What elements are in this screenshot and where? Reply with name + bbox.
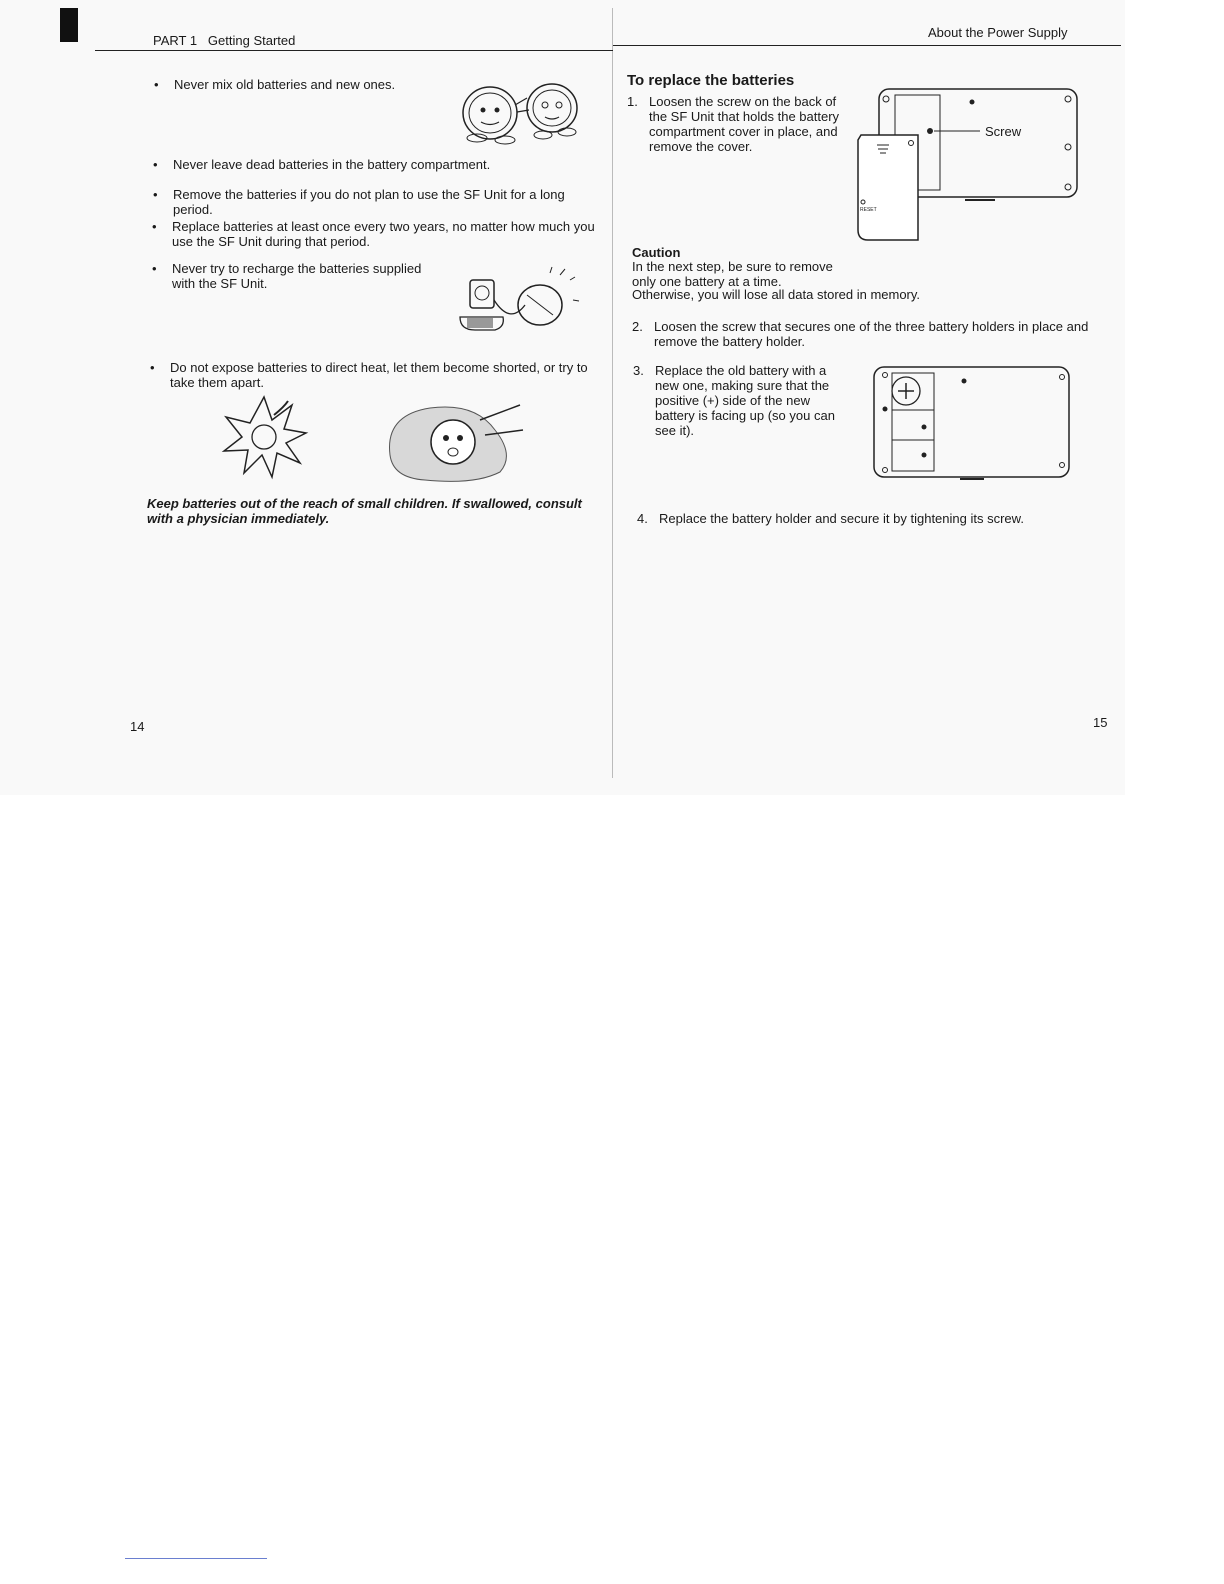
part-title: Getting Started: [207, 33, 296, 48]
step-2: [632, 319, 1089, 349]
header-right-title: About the Power Supply: [928, 25, 1068, 40]
bullet-mix-batteries: • Never mix old batteries and new ones.: [174, 77, 434, 92]
battery-replacement-figure: [872, 365, 1072, 483]
caution-title: Caution: [632, 245, 681, 260]
step-1: [627, 94, 847, 154]
header-left: [153, 33, 295, 48]
step-4: [637, 511, 1089, 526]
page-number-right: 15: [1093, 715, 1108, 730]
hot-battery-illustration: [385, 400, 525, 485]
recharge-illustration: [455, 265, 585, 335]
step-1-number: 1.: [627, 94, 638, 109]
screw-callout-label: Screw: [985, 124, 1022, 139]
section-title: To replace the batteries: [627, 72, 795, 89]
caution-text: In the next step, be sure to remove only one battery at a time.: [632, 259, 833, 289]
footer-rule: [125, 1558, 267, 1559]
step-3-text: Replace the old battery with a new one, making sure that the positive (+) side of the new battery is facing up (so you can see it).: [655, 363, 835, 438]
step-3: [633, 363, 848, 438]
step-4-number: 4.: [637, 511, 648, 526]
step-2-text: Loosen the screw that secures one of the three battery holders in place and remove the battery holder.: [654, 319, 1089, 349]
binding-mark: [60, 8, 78, 42]
battery-characters-illustration: [455, 80, 585, 145]
caution-text-2: Otherwise, you will lose all data stored in memory.: [632, 287, 921, 302]
bullet-no-recharge: • Never try to recharge the batteries supplied with the SF Unit.: [172, 261, 437, 291]
page-number-left: 14: [130, 719, 145, 734]
bullet-dead-batteries: • Never leave dead batteries in the battery compartment.: [173, 157, 603, 172]
step-4-text: Replace the battery holder and secure it by tightening its screw.: [659, 511, 1024, 526]
step-1-text: Loosen the screw on the back of the SF Unit that holds the battery compartment cover in place, and remove the cover.: [649, 94, 840, 154]
bullet-replace-two-years: • Replace batteries at least once every two years, no matter how much you use the SF Unit during that period.: [172, 219, 604, 249]
bullet-remove-batteries: • Remove the batteries if you do not plan to use the SF Unit for a long period.: [173, 187, 603, 217]
explosion-illustration: [222, 395, 307, 480]
bullet-no-heat: • Do not expose batteries to direct heat, let them become shorted, or try to take them apart.: [170, 360, 605, 390]
reset-label: RESET: [860, 207, 877, 213]
part-label: PART 1: [153, 33, 198, 48]
child-safety-warning: Keep batteries out of the reach of small children. If swallowed, consult with a physician immediately.: [147, 496, 582, 526]
header-rule-right: [613, 45, 1121, 46]
header-rule-left: [95, 50, 613, 51]
step-2-number: 2.: [632, 319, 643, 334]
center-fold-line: [612, 8, 613, 778]
cover-removal-figure: [855, 85, 1080, 245]
step-3-number: 3.: [633, 363, 644, 378]
